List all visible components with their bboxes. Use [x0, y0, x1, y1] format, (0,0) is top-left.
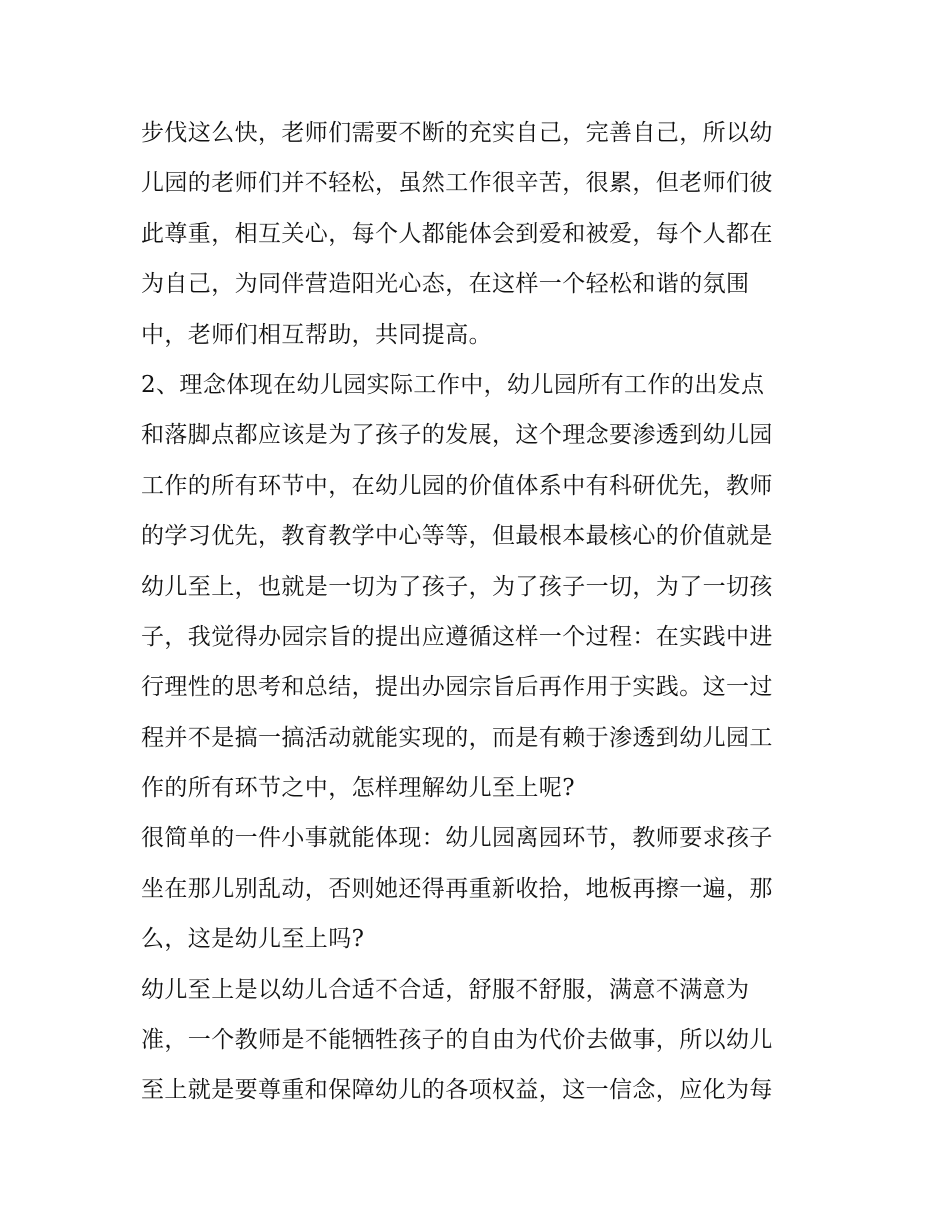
text-line: 2、理念体现在幼儿园实际工作中，幼儿园所有工作的出发点: [141, 371, 765, 398]
text-line: 子，我觉得办园宗旨的提出应遵循这样一个过程：在实践中进: [141, 623, 773, 650]
text-line: 幼儿至上是以幼儿合适不合适，舒服不舒服，满意不满意为: [141, 976, 750, 1003]
text-line: 为自己，为同伴营造阳光心态，在这样一个轻松和谐的氛围: [141, 271, 750, 298]
text-line: 幼儿至上，也就是一切为了孩子，为了孩子一切，为了一切孩: [141, 573, 773, 600]
text-line: 的学习优先，教育教学中心等等，但最根本最核心的价值就是: [141, 523, 773, 550]
text-line: 很简单的一件小事就能体现：幼儿园离园环节，教师要求孩子: [141, 825, 773, 852]
text-line: 工作的所有环节中，在幼儿园的价值体系中有科研优先，教师: [141, 472, 773, 499]
text-line: 此尊重，相互关心，每个人都能体会到爱和被爱，每个人都在: [141, 220, 773, 247]
text-line: 准，一个教师是不能牺牲孩子的自由为代价去做事，所以幼儿: [141, 1027, 773, 1054]
text-line: 至上就是要尊重和保障幼儿的各项权益，这一信念，应化为每: [141, 1077, 773, 1104]
text-line: 么，这是幼儿至上吗?: [141, 926, 365, 953]
text-line: 步伐这么快，老师们需要不断的充实自己，完善自己，所以幼: [141, 120, 773, 146]
text-line: 坐在那儿别乱动，否则她还得再重新收拾，地板再擦一遍，那: [141, 875, 773, 902]
text-line: 和落脚点都应该是为了孩子的发展，这个理念要渗透到幼儿园: [141, 422, 773, 449]
text-line: 儿园的老师们并不轻松，虽然工作很辛苦，很累，但老师们彼: [141, 170, 773, 197]
text-line: 行理性的思考和总结，提出办园宗旨后再作用于实践。这一过: [141, 674, 773, 701]
text-line: 程并不是搞一搞活动就能实现的，而是有赖于渗透到幼儿园工: [141, 724, 773, 751]
body-text: [141, 108, 821, 1116]
text-line: 中，老师们相互帮助，共同提高。: [141, 321, 492, 348]
text-line: 作的所有环节之中，怎样理解幼儿至上呢?: [141, 775, 575, 802]
